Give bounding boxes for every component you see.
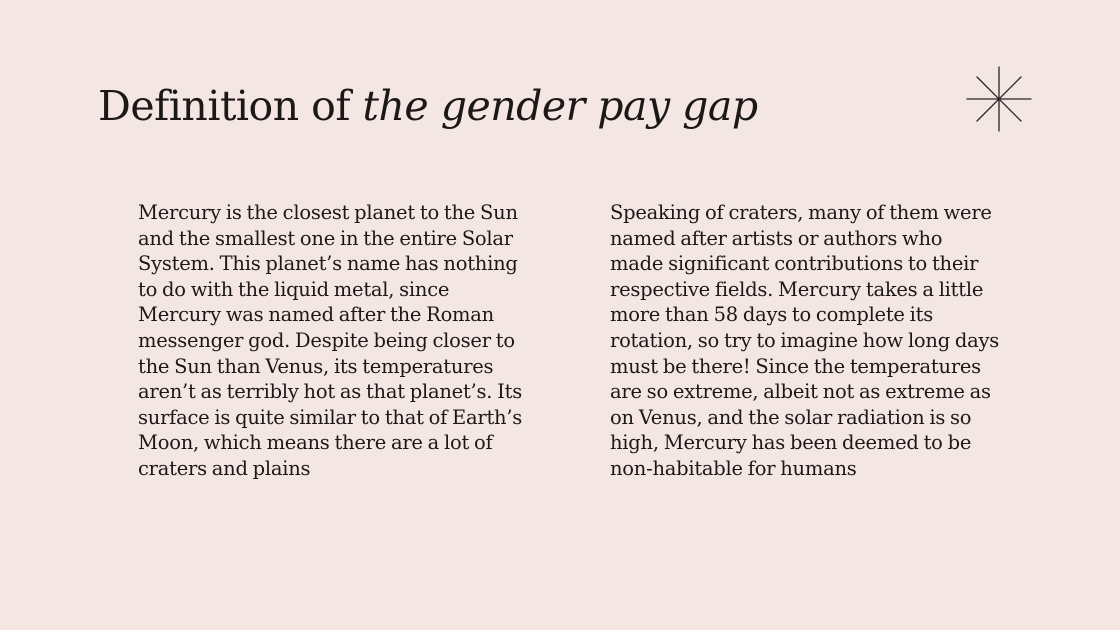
title-italic: the gender pay gap (362, 82, 758, 130)
body-text-left: Mercury is the closest planet to the Sun and the smallest one in the entire Solar System. This planet’s name has nothing to do with the liquid metal, since Mercury was named after the Roman messenger god. Despite being closer to the Sun than Venus, its temperatures aren’t as terribly hot as that planet’s. Its surface is quite similar to that of Earth’s Moon, which means there are a lot of craters and plains (138, 201, 523, 480)
slide-title (98, 78, 758, 134)
asterisk-star-icon (966, 66, 1032, 132)
title-prefix: Definition of (98, 82, 363, 130)
body-text-right: Speaking of craters, many of them were named after artists or authors who made significant contributions to their respective fields. Mercury takes a little more than 58 days to complete its rotation, so try to imagine how long days must be there! Since the temperatures are so extreme, albeit not as extreme as on Venus, and the solar radiation is so high, Mercury has been deemed to be non-habitable for humans (610, 201, 1000, 480)
